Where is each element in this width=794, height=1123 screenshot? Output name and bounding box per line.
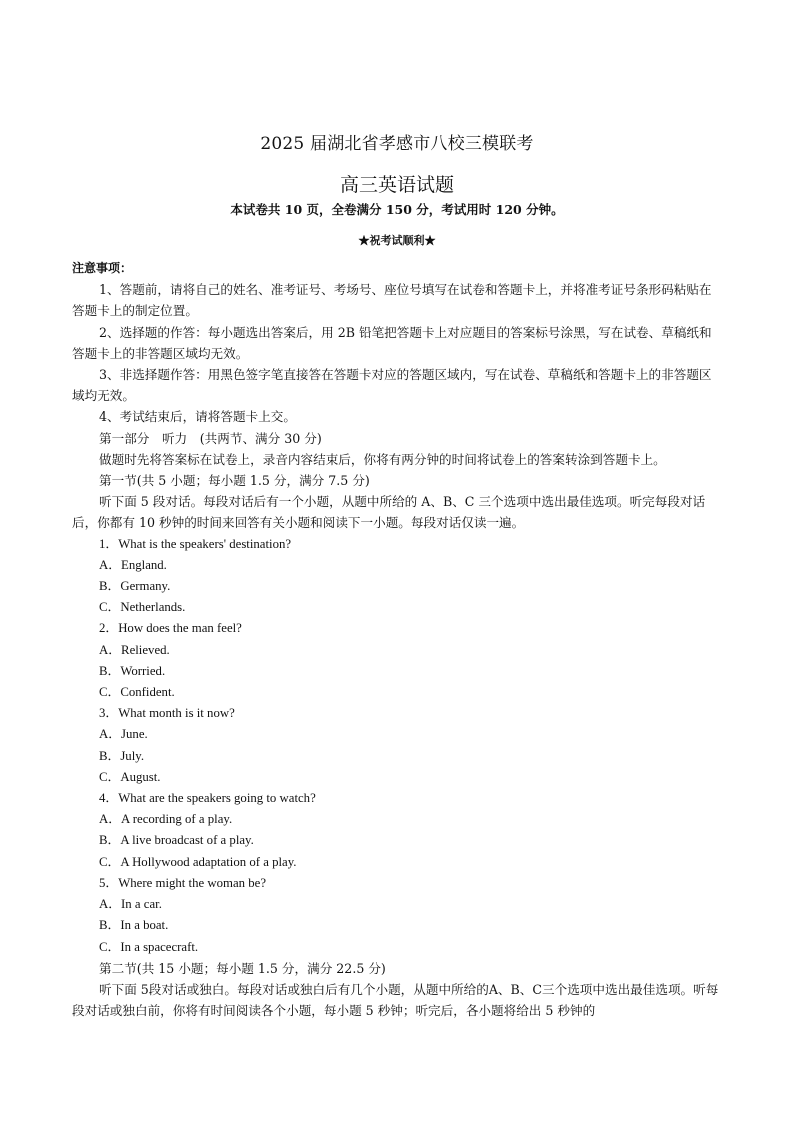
exam-title: 2025 届湖北省孝感市八校三模联考 — [260, 134, 534, 154]
question-option: C．A Hollywood adaptation of a play. — [99, 854, 297, 869]
question-option: A．In a car. — [99, 897, 162, 912]
exam-subtitle: 高三英语试题 — [339, 174, 454, 196]
question-option: B．A live broadcast of a play. — [99, 833, 254, 848]
section2-heading: 第二节(共 15 小题；每小题 1.5 分，满分 22.5 分) — [99, 960, 386, 976]
notice-item: 1、答题前，请将自己的姓名、准考证号、考场号、座位号填写在试卷和答题卡上，并将准考证号条形码粘贴在答题卡上的制定位置。 — [72, 282, 712, 319]
question-stem: 4．What are the speakers going to watch? — [99, 791, 316, 806]
question-stem: 2．How does the man feel? — [99, 621, 242, 636]
question-stem: 1．What is the speakers' destination? — [99, 536, 292, 551]
section1-instruction: 听下面 5 段对话。每段对话后有一个小题，从题中所给的 A、B、C 三个选项中选出最佳选项。听完每段对话后，你都有 10 秒钟的时间来回答有关小题和阅读下一小题。每段对话仅读一遍。 — [72, 494, 706, 531]
question-option: C．Confident. — [99, 685, 175, 700]
question-option: A．A recording of a play. — [99, 812, 233, 827]
notice-item: 3、非选择题作答：用黑色签字笔直接答在答题卡对应的答题区域内，写在试卷、草稿纸和答题卡上的非答题区域均无效。 — [72, 367, 712, 404]
exam-body — [72, 258, 724, 1021]
question-option: B．In a boat. — [99, 918, 169, 933]
question-option: C．August. — [99, 769, 161, 784]
part1-heading: 第一部分 听力 (共两节、满分 30 分) — [99, 430, 322, 446]
exam-wish: ★祝考试顺利★ — [358, 234, 436, 247]
section2-instruction: 听下面 5段对话或独白。每段对话或独白后有几个小题，从题中所给的A、B、C三个选项中选出最佳选项。听每段对话或独白前，你将有时间阅读各个小题，每小题 5 秒钟；听完后，各小题将给出 5 秒钟的 — [72, 981, 719, 1019]
question-option: C．Netherlands. — [99, 600, 186, 615]
question-option: A．Relieved. — [99, 642, 170, 657]
question-stem: 5．Where might the woman be? — [99, 875, 267, 890]
notice-item: 4、考试结束后，请将答题卡上交。 — [99, 409, 296, 425]
question-stem: 3．What month is it now? — [99, 706, 235, 721]
part1-instruction: 做题时先将答案标在试卷上，录音内容结束后，你将有两分钟的时间将试卷上的答案转涂到答题卡上。 — [99, 451, 666, 467]
notice-item: 2、选择题的作答：每小题选出答案后，用 2B 铅笔把答题卡上对应题目的答案标号涂黑，写在试卷、草稿纸和答题卡上的非答题区域均无效。 — [72, 324, 712, 361]
section1-heading: 第一节(共 5 小题；每小题 1.5 分，满分 7.5 分) — [99, 473, 370, 489]
question-option: C．In a spacecraft. — [99, 939, 199, 954]
question-option: B．Worried. — [99, 663, 166, 678]
question-option: B．Germany. — [99, 579, 171, 594]
question-option: A．June. — [99, 727, 148, 742]
question-option: B．July. — [99, 748, 145, 763]
question-option: A．England. — [99, 557, 167, 572]
exam-info: 本试卷共 10 页，全卷满分 150 分，考试用时 120 分钟。 — [230, 202, 564, 217]
notice-heading: 注意事项： — [72, 261, 133, 275]
